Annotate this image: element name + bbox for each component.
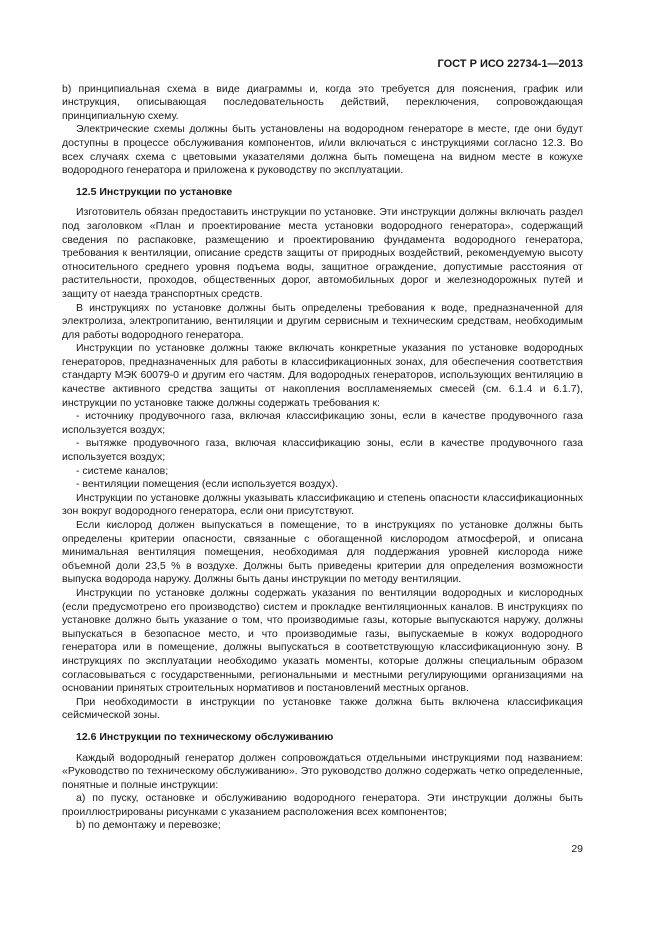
paragraph: Каждый водородный генератор должен сопровождаться отдельными инструкциями под названием: «Руководство по техническому обслуживанию». Это руководство должно содержать четко определенные, понятные и полные инструкции: xyxy=(62,751,583,791)
paragraph: Инструкции по установке должны указывать классификацию и степень опасности классификационных зон вокруг водородного генератора, если они присутствуют. xyxy=(62,491,583,518)
section-heading-12-5: 12.5 Инструкции по установке xyxy=(76,185,233,198)
list-item: a) по пуску, остановке и обслуживанию водородного генератора. Эти инструкции должны быть проиллюстрированы рисунками с указанием расположения всех компонентов; xyxy=(62,792,583,818)
list-item: b) по демонтажу и перевозке; xyxy=(76,819,221,832)
paragraph: Инструкции по установке должны также включать конкретные указания по установке водородных генераторов, предназначенных для работы в классификационных зонах, для обеспечения соответствия стандарту МЭК 60079-0 и другим его частям. Для водородных генераторов, использующих вентиляцию в качестве активного средства защиты от накопления воспламеняемых смесей (см. 6.1.4 и 6.1.7), инструкции по установке также должны содержать требования к: xyxy=(62,342,583,409)
section-heading-12-6: 12.6 Инструкции по техническому обслуживанию xyxy=(76,730,334,743)
list-item: - вентиляции помещения (если используется воздух). xyxy=(76,478,339,491)
paragraph: Изготовитель обязан предоставить инструкции по установке. Эти инструкции должны включать раздел под заголовком «План и проектирование места установки водородного генератора», содержащий сведения по распаковке, размещению и проектированию фундамента водородного генератора, требования к вентиляции, описание средств защиты от природных воздействий, рекомендуемую высоту относительного среднего уровня подъема воды, защитное ограждение, допустимые расстояния от растительности, проходов, общественных дорог, автомобильных дорог и железнодорожных путей и защиту от наезда транспортных средств. xyxy=(62,206,583,300)
list-item: - вытяжке продувочного газа, включая классификацию зоны, если в качестве продувочного газа используется воздух; xyxy=(62,437,583,464)
paragraph: Если кислород должен выпускаться в помещение, то в инструкциях по установке должны быть определены критерии опасности, связанные с обогащенной кислородом атмосферой, и описана минимальная вентиляция помещения, необходимая для поддержания уровней кислорода ниже объемной доли 23,5 % в воздухе. Должны быть приведены критерии для определения возможности выпуска водорода наружу. Должны быть даны инструкции по методу вентиляции. xyxy=(62,519,583,586)
intro-paragraph-wiring: Электрические схемы должны быть установлены на водородном генераторе в месте, где они будут доступны в процессе обслуживания компонентов, и/или включаться с инструкциями согласно 12.3. Во всех случаях схема с цветовыми указателями должна быть помещена на видном месте в кожухе водородного генератора и приложена к руководству по эксплуатации. xyxy=(62,123,583,177)
page-number: 29 xyxy=(571,843,583,855)
paragraph: При необходимости в инструкции по установке также должна быть включена классификация сейсмической зоны. xyxy=(62,695,583,722)
standard-id: ГОСТ Р ИСО 22734-1—2013 xyxy=(437,58,583,70)
paragraph: В инструкциях по установке должны быть определены требования к воде, предназначенной для электролиза, электропитанию, вентиляции и другим сервисным и техническим средствам, необходимым для работы водородного генератора. xyxy=(62,301,583,341)
list-item: - источнику продувочного газа, включая классификацию зоны, если в качестве продувочного газа используется воздух; xyxy=(62,410,583,436)
paragraph: Инструкции по установке должны содержать указания по вентиляции водородных и кислородных (если предусмотрено его производство) систем и прокладке вентиляционных каналов. В инструкциях по установке должно быть указание о том, что производимые газы, которые выпускаются наружу, должны выпускаться в безопасное место, и что производимые газы, выпускаемые в кожух водородного генератора или в помещение, должны выпускаться в соответствующую классификационную зону. В инструкциях по эксплуатации необходимо указать моменты, которые должны специальным образом согласовываться с государственными, региональными и местными регулирующими организациями на основании принятых строительных нормативов и постановлений местных органов. xyxy=(62,586,583,695)
intro-paragraph-b: b) принципиальная схема в виде диаграммы и, когда это требуется для пояснения, график или инструкция, описывающая последовательность действий, переключения, сопровождающая принципиальную схему. xyxy=(62,82,583,122)
list-item: - системе каналов; xyxy=(76,464,169,477)
